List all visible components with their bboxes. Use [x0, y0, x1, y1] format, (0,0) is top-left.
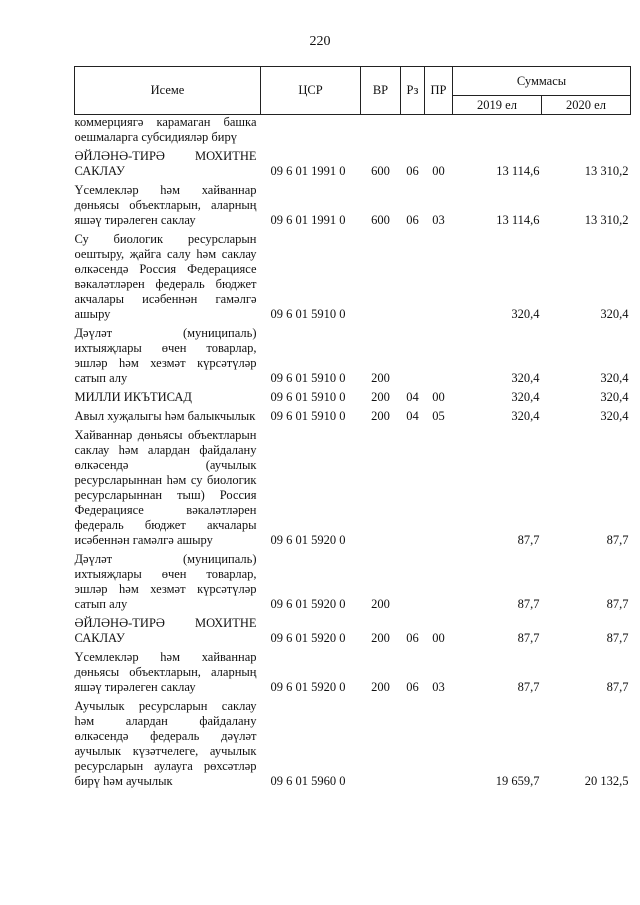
- row-sum-2020: 87,7: [606, 631, 629, 645]
- row-sum-2019: 320,4: [511, 371, 540, 385]
- header-vr: ВР: [361, 67, 401, 115]
- row-sum-2019: 87,7: [517, 631, 540, 645]
- row-sum-2019: 19 659,7: [495, 774, 540, 788]
- row-pr: 00: [432, 631, 445, 645]
- table-header: [75, 67, 631, 115]
- table-row: [75, 424, 631, 548]
- row-vr: 600: [371, 213, 390, 227]
- row-sum-2020: 13 310,2: [584, 213, 629, 227]
- header-rz: Рз: [401, 67, 425, 115]
- row-vr: [361, 115, 401, 146]
- header-year-2019: 2019 ел: [453, 96, 542, 115]
- page-number: 220: [309, 34, 331, 49]
- row-rz: 06: [406, 164, 419, 178]
- row-pr: [425, 695, 453, 789]
- row-pr: 00: [432, 390, 445, 404]
- row-vr: 200: [371, 390, 390, 404]
- table-row: [75, 548, 631, 612]
- row-vr: 200: [371, 371, 390, 385]
- row-csr: 09 6 01 5960 0: [270, 774, 346, 788]
- row-rz: [401, 322, 425, 386]
- table-row: [75, 405, 631, 424]
- row-rz: [401, 228, 425, 322]
- row-csr: 09 6 01 5910 0: [270, 307, 346, 321]
- row-csr: 09 6 01 5910 0: [270, 390, 346, 404]
- header-name: Исеме: [75, 67, 261, 115]
- row-rz: [401, 424, 425, 548]
- row-name: МИЛЛИ ИКЪТИСАД: [74, 390, 192, 404]
- row-rz: 04: [406, 390, 419, 404]
- row-csr: 09 6 01 1991 0: [270, 164, 346, 178]
- table-row: [75, 322, 631, 386]
- table-body: [75, 115, 631, 790]
- row-sum-2020: 13 310,2: [584, 164, 629, 178]
- row-rz: 06: [406, 213, 419, 227]
- row-name: Авыл хуҗалыгы һәм балыкчылык: [74, 409, 256, 423]
- row-rz: [401, 548, 425, 612]
- row-csr: 09 6 01 5920 0: [270, 533, 346, 547]
- row-pr: [425, 424, 453, 548]
- row-vr: 200: [371, 631, 390, 645]
- row-sum-2019: 87,7: [517, 597, 540, 611]
- header-pr: ПР: [425, 67, 453, 115]
- row-pr: 03: [432, 680, 445, 694]
- row-pr: [425, 548, 453, 612]
- row-vr: 200: [371, 409, 390, 423]
- row-name: Үсемлекләр һәм хайваннар дөньясы объектларын, аларның яшәү тирәлеген саклау: [74, 183, 257, 227]
- row-vr: 600: [371, 164, 390, 178]
- table-row: [75, 179, 631, 228]
- row-name: коммерциягә карамаган башка оешмаларга субсидияләр бирү: [74, 115, 257, 144]
- row-vr: 200: [371, 597, 390, 611]
- row-rz: [401, 115, 425, 146]
- table-row: [75, 386, 631, 405]
- header-sums: Суммасы: [453, 67, 631, 96]
- row-name: Аучылык ресурсларын саклау һәм алардан файдалану өлкәсендә федераль дәүләт аучылык күзәтчелеге, аучылык ресурсларын аулауга рөхсәтләр бирү һәм аучылык: [74, 699, 257, 788]
- table-row: [75, 612, 631, 646]
- row-sum-2020: 20 132,5: [584, 774, 629, 788]
- row-name: Үсемлекләр һәм хайваннар дөньясы объектларын, аларның яшәү тирәлеген саклау: [74, 650, 257, 694]
- table-row: [75, 228, 631, 322]
- table-row: [75, 646, 631, 695]
- table-row: [75, 145, 631, 179]
- row-csr: 09 6 01 5920 0: [270, 597, 346, 611]
- row-sum-2019: 320,4: [511, 409, 540, 423]
- row-name: Дәүләт (муниципаль) ихтыяҗлары өчен товарлар, эшләр һәм хезмәт күрсәтүләр сатып алу: [74, 326, 257, 385]
- row-csr: [261, 115, 361, 146]
- row-name: Дәүләт (муниципаль) ихтыяҗлары өчен товарлар, эшләр һәм хезмәт күрсәтүләр сатып алу: [74, 552, 257, 611]
- row-pr: [425, 322, 453, 386]
- row-rz: [401, 695, 425, 789]
- table-row: [75, 115, 631, 146]
- row-sum-2020: 320,4: [600, 409, 629, 423]
- row-sum-2020: 87,7: [606, 533, 629, 547]
- row-sum-2019: 320,4: [511, 390, 540, 404]
- row-sum-2020: 320,4: [600, 307, 629, 321]
- row-pr: 03: [432, 213, 445, 227]
- header-year-2020: 2020 ел: [542, 96, 631, 115]
- row-rz: 06: [406, 680, 419, 694]
- row-sum-2020: 320,4: [600, 390, 629, 404]
- row-name: ӘЙЛӘНӘ-ТИРӘ МОХИТНЕ САКЛАУ: [74, 616, 257, 645]
- row-pr: [425, 228, 453, 322]
- row-sum-2019: 320,4: [511, 307, 540, 321]
- row-csr: 09 6 01 1991 0: [270, 213, 346, 227]
- row-vr: 200: [371, 680, 390, 694]
- row-sum-2020: 87,7: [606, 680, 629, 694]
- row-csr: 09 6 01 5910 0: [270, 371, 346, 385]
- table-row: [75, 695, 631, 789]
- row-sum-2020: 87,7: [606, 597, 629, 611]
- row-vr: [361, 424, 401, 548]
- row-sum-2020: [542, 115, 631, 146]
- row-sum-2019: 87,7: [517, 680, 540, 694]
- row-vr: [361, 228, 401, 322]
- row-pr: 00: [432, 164, 445, 178]
- row-sum-2019: 13 114,6: [496, 213, 540, 227]
- row-pr: [425, 115, 453, 146]
- row-csr: 09 6 01 5920 0: [270, 631, 346, 645]
- header-csr: ЦСР: [261, 67, 361, 115]
- row-pr: 05: [432, 409, 445, 423]
- row-sum-2019: 87,7: [517, 533, 540, 547]
- row-name: Хайваннар дөньясы объектларын саклау һәм алардан файдалану өлкәсендә (аучылык ресурсларыннан һәм су биологик ресурсларыннан тыш) Россия Федерациясе вәкаләтләрен федераль бюджет акчалары исәбеннән гамәлгә ашыру: [74, 428, 257, 547]
- row-sum-2019: 13 114,6: [496, 164, 540, 178]
- budget-table: [74, 66, 631, 789]
- row-sum-2020: 320,4: [600, 371, 629, 385]
- row-csr: 09 6 01 5920 0: [270, 680, 346, 694]
- row-rz: 04: [406, 409, 419, 423]
- row-name: Су биологик ресурсларын оештыру, җайга салу һәм саклау өлкәсендә Россия Федерациясе вәкаләтләрен федераль бюджет акчалары исәбеннән гамәлгә ашыру: [74, 232, 257, 321]
- row-rz: 06: [406, 631, 419, 645]
- row-vr: [361, 695, 401, 789]
- row-sum-2019: [453, 115, 542, 146]
- row-csr: 09 6 01 5910 0: [270, 409, 346, 423]
- row-name: ӘЙЛӘНӘ-ТИРӘ МОХИТНЕ САКЛАУ: [74, 149, 257, 178]
